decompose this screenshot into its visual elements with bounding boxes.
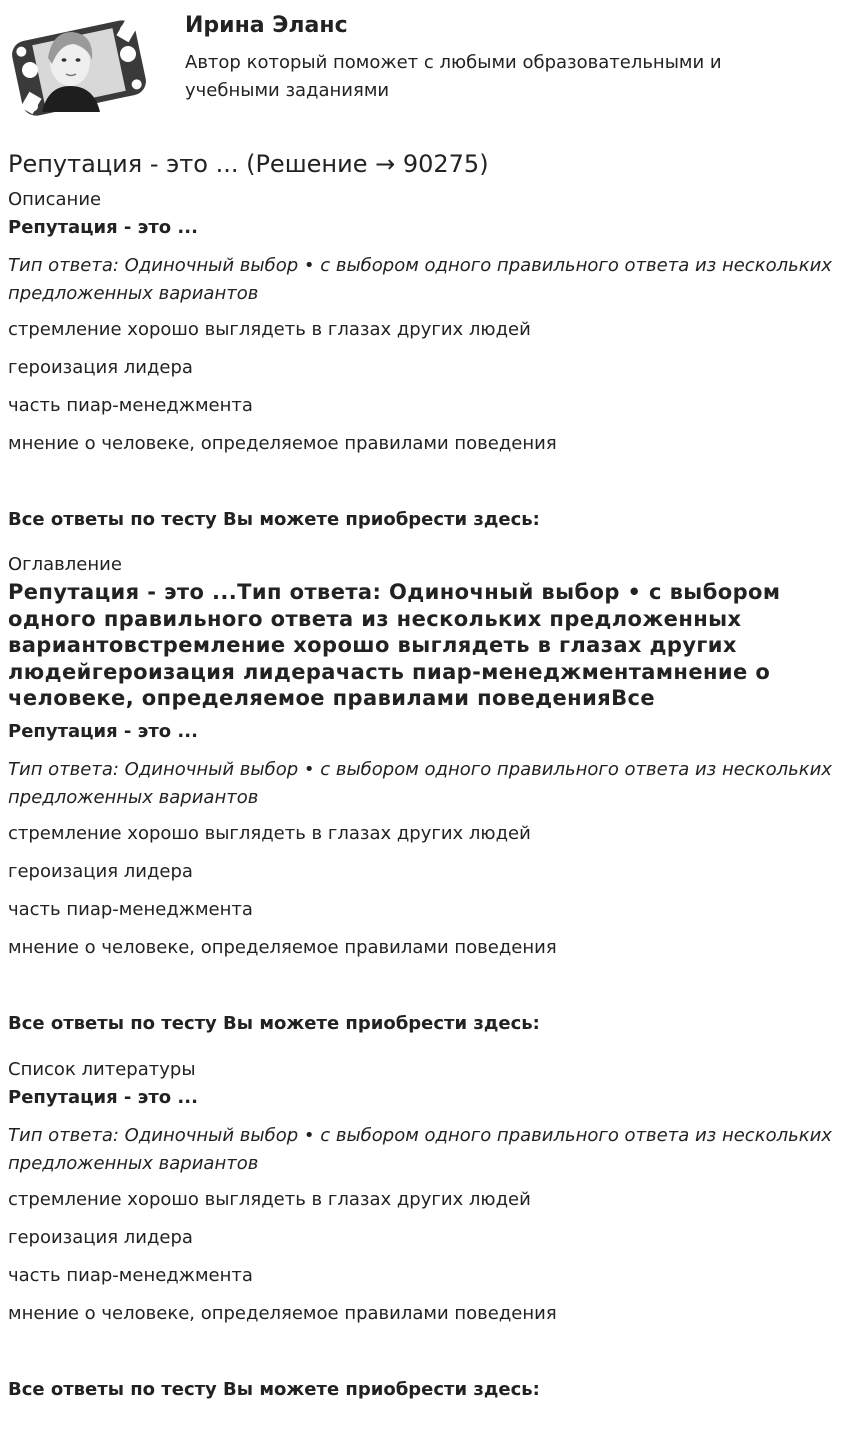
page [8,0,838,1400]
question-title: Репутация - это ... [8,1087,198,1108]
section-heading-literature: Список литературы [8,1059,196,1080]
author-name: Ирина Эланс [185,13,348,38]
description-section [8,188,838,532]
answer-option: часть пиар-менеджмента [8,1265,253,1286]
author-description: Автор который поможет с любыми образовательными и учебными заданиями [185,52,722,101]
buy-answers-text: Все ответы по тесту Вы можете приобрести здесь: [8,509,540,530]
question-type: Тип ответа: Одиночный выбор • с выбором одного правильного ответа из нескольких предложенных вариантов [8,1125,832,1174]
answer-option: мнение о человеке, определяемое правилами поведения [8,1303,557,1324]
author-header [8,0,838,140]
literature-section [8,1058,838,1402]
answer-option: стремление хорошо выглядеть в глазах других людей [8,1189,531,1210]
buy-answers-text: Все ответы по тесту Вы можете приобрести здесь: [8,1012,540,1034]
buy-answers-text: Все ответы по тесту Вы можете приобрести здесь: [8,1379,540,1400]
answer-option: стремление хорошо выглядеть в глазах других людей [8,319,531,340]
answer-option: мнение о человеке, определяемое правилами поведения [8,936,557,958]
toc-section [8,553,838,1036]
question-title: Репутация - это ... [8,217,198,238]
answer-option: героизация лидера [8,1227,193,1248]
section-heading-description: Описание [8,189,102,210]
answer-option: героизация лидера [8,860,193,882]
answer-option: часть пиар-менеджмента [8,898,253,920]
toc-summary: Репутация - это ...Тип ответа: Одиночный выбор • с выбором одного правильного ответа из нескольких предложенных вариантовстремление хорошо выглядеть в глазах других людейгероизация лидерачасть пиар-менеджментамнение о человеке, определяемое правилами поведенияВсе [8,580,781,710]
avatar [8,8,150,128]
answer-option: мнение о человеке, определяемое правилами поведения [8,433,557,454]
section-heading-toc: Оглавление [8,554,122,575]
question-title: Репутация - это ... [8,720,198,742]
page-title: Репутация - это ... (Решение → 90275) [8,150,489,178]
question-type: Тип ответа: Одиночный выбор • с выбором одного правильного ответа из нескольких предложенных вариантов [8,758,832,808]
answer-option: стремление хорошо выглядеть в глазах других людей [8,822,531,844]
answer-option: часть пиар-менеджмента [8,395,253,416]
answer-option: героизация лидера [8,357,193,378]
avatar-photo-icon [8,8,150,128]
question-type: Тип ответа: Одиночный выбор • с выбором одного правильного ответа из нескольких предложенных вариантов [8,255,832,304]
